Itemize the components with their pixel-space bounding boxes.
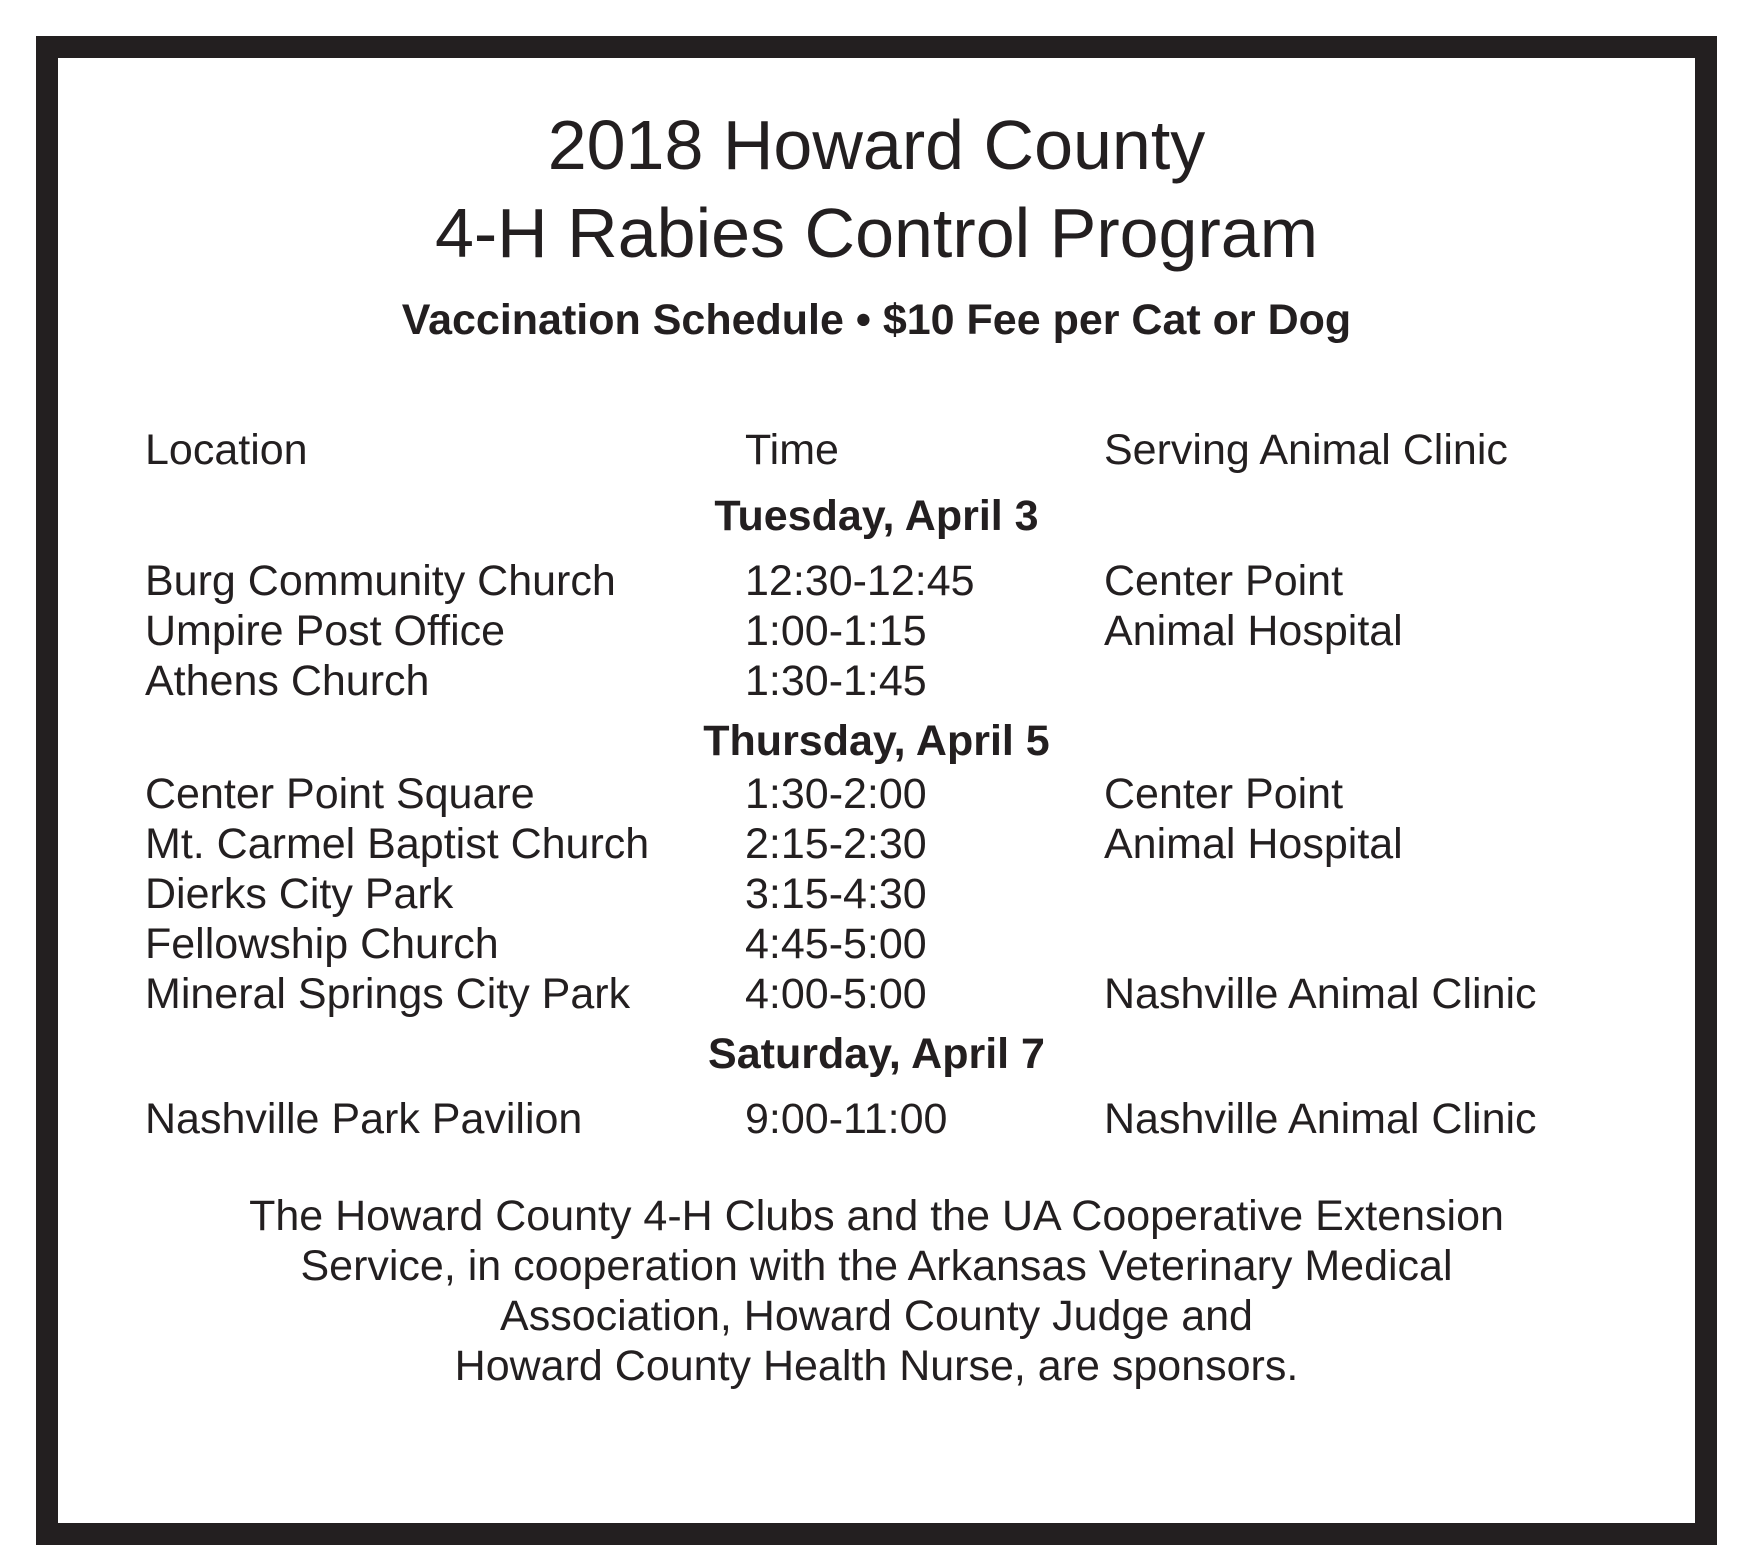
sponsors-line: Howard County Health Nurse, are sponsors. (454, 1342, 1299, 1390)
row-time: 4:00-5:00 (745, 970, 927, 1018)
row-location: Mt. Carmel Baptist Church (145, 820, 650, 868)
row-location: Mineral Springs City Park (145, 970, 631, 1018)
day-heading-tuesday: Tuesday, April 3 (714, 492, 1039, 540)
row-time: 1:30-2:00 (745, 770, 927, 818)
row-clinic: Animal Hospital (1104, 607, 1403, 655)
row-clinic: Center Point (1104, 557, 1344, 605)
row-time: 1:00-1:15 (745, 607, 927, 655)
column-header-location: Location (145, 426, 308, 474)
row-time: 12:30-12:45 (745, 557, 975, 605)
flyer-content (58, 58, 1695, 1523)
row-location: Burg Community Church (145, 557, 616, 605)
column-header-time: Time (745, 426, 839, 474)
sponsors-line: The Howard County 4-H Clubs and the UA Cooperative Extension (249, 1192, 1504, 1240)
day-heading-thursday: Thursday, April 5 (703, 717, 1050, 765)
title-line-2: 4-H Rabies Control Program (434, 194, 1319, 272)
title-line-1: 2018 Howard County (547, 106, 1206, 184)
row-location: Athens Church (145, 657, 430, 705)
column-header-clinic: Serving Animal Clinic (1104, 426, 1508, 474)
row-location: Dierks City Park (145, 870, 454, 918)
row-clinic: Nashville Animal Clinic (1104, 1095, 1537, 1143)
row-clinic: Nashville Animal Clinic (1104, 970, 1537, 1018)
sponsors-line: Service, in cooperation with the Arkansas Veterinary Medical (300, 1242, 1453, 1290)
row-clinic: Animal Hospital (1104, 820, 1403, 868)
row-clinic: Center Point (1104, 770, 1344, 818)
row-location: Center Point Square (145, 770, 535, 818)
subtitle: Vaccination Schedule • $10 Fee per Cat or Dog (401, 296, 1352, 344)
row-location: Umpire Post Office (145, 607, 506, 655)
row-time: 4:45-5:00 (745, 920, 927, 968)
row-location: Nashville Park Pavilion (145, 1095, 583, 1143)
row-time: 9:00-11:00 (745, 1095, 948, 1143)
row-location: Fellowship Church (145, 920, 499, 968)
day-heading-saturday: Saturday, April 7 (708, 1030, 1045, 1078)
sponsors-note (58, 1191, 1695, 1391)
sponsors-line: Association, Howard County Judge and (500, 1292, 1253, 1340)
row-time: 3:15-4:30 (745, 870, 927, 918)
row-time: 2:15-2:30 (745, 820, 927, 868)
row-time: 1:30-1:45 (745, 657, 927, 705)
